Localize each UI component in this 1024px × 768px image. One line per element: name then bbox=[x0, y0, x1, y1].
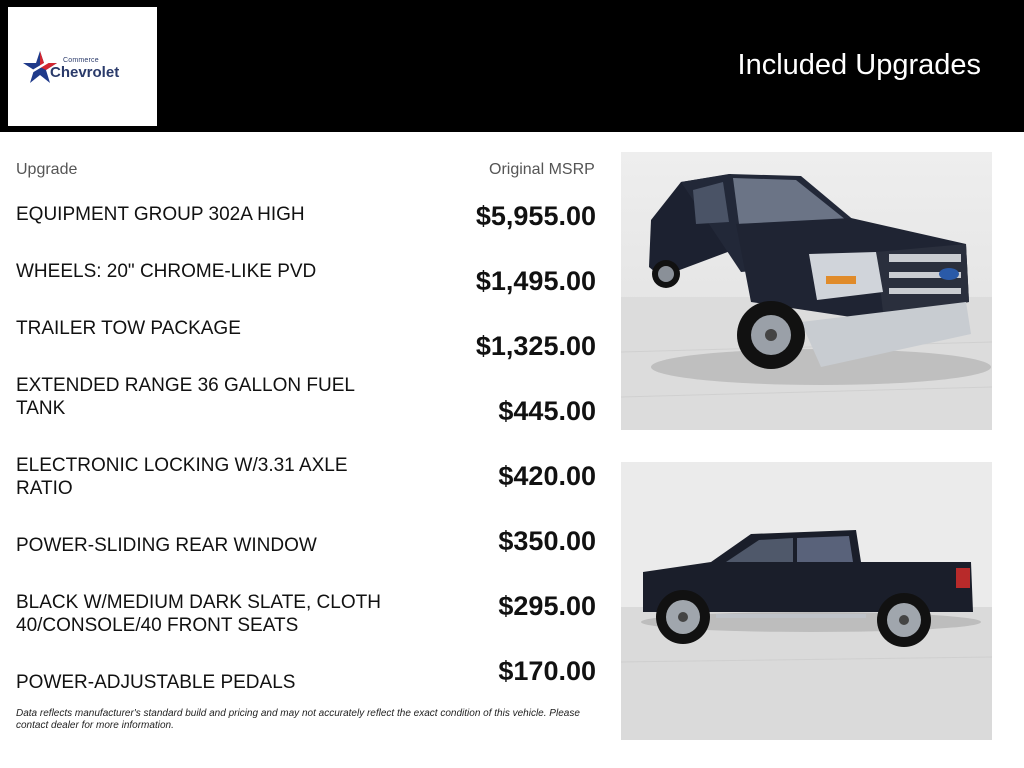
upgrade-price: $5,955.00 bbox=[475, 201, 596, 231]
upgrade-label: EXTENDED RANGE 36 GALLON FUEL TANK bbox=[16, 375, 355, 419]
upgrade-label: POWER-ADJUSTABLE PEDALS bbox=[16, 672, 296, 693]
logo-small-text: Commerce bbox=[63, 57, 99, 64]
upgrade-label: BLACK W/MEDIUM DARK SLATE, CLOTH 40/CONSOLE/40 FRONT SEATS bbox=[16, 592, 381, 636]
column-header-msrp: Original MSRP bbox=[489, 161, 595, 178]
upgrade-price: $445.00 bbox=[498, 396, 596, 426]
header-bar bbox=[0, 0, 1024, 132]
upgrade-price: $1,495.00 bbox=[475, 266, 596, 296]
column-header-upgrade: Upgrade bbox=[16, 161, 78, 178]
upgrade-price: $170.00 bbox=[498, 656, 596, 686]
upgrade-price: $295.00 bbox=[498, 591, 596, 621]
disclaimer-text: Data reflects manufacturer's standard build and pricing and may not accurately reflect the exact condition of this vehicle. Please contact dealer for more information. bbox=[16, 708, 580, 731]
truck-side-image bbox=[621, 462, 992, 740]
page-title: Included Upgrades bbox=[737, 49, 981, 81]
truck-front-image bbox=[621, 152, 992, 430]
vehicle-photo-front[interactable] bbox=[621, 152, 992, 430]
dealer-logo[interactable] bbox=[8, 7, 157, 126]
upgrade-price: $350.00 bbox=[498, 526, 596, 556]
upgrade-price: $420.00 bbox=[498, 461, 596, 491]
upgrade-label: ELECTRONIC LOCKING W/3.31 AXLE RATIO bbox=[16, 455, 348, 499]
upgrade-price: $1,325.00 bbox=[475, 331, 596, 361]
upgrade-label: POWER-SLIDING REAR WINDOW bbox=[16, 535, 317, 556]
upgrade-label: EQUIPMENT GROUP 302A HIGH bbox=[16, 204, 305, 225]
logo-brand-text: Chevrolet bbox=[50, 64, 120, 81]
vehicle-photo-side[interactable] bbox=[621, 462, 992, 740]
upgrade-label: TRAILER TOW PACKAGE bbox=[16, 318, 241, 339]
upgrade-label: WHEELS: 20" CHROME-LIKE PVD bbox=[16, 261, 317, 282]
